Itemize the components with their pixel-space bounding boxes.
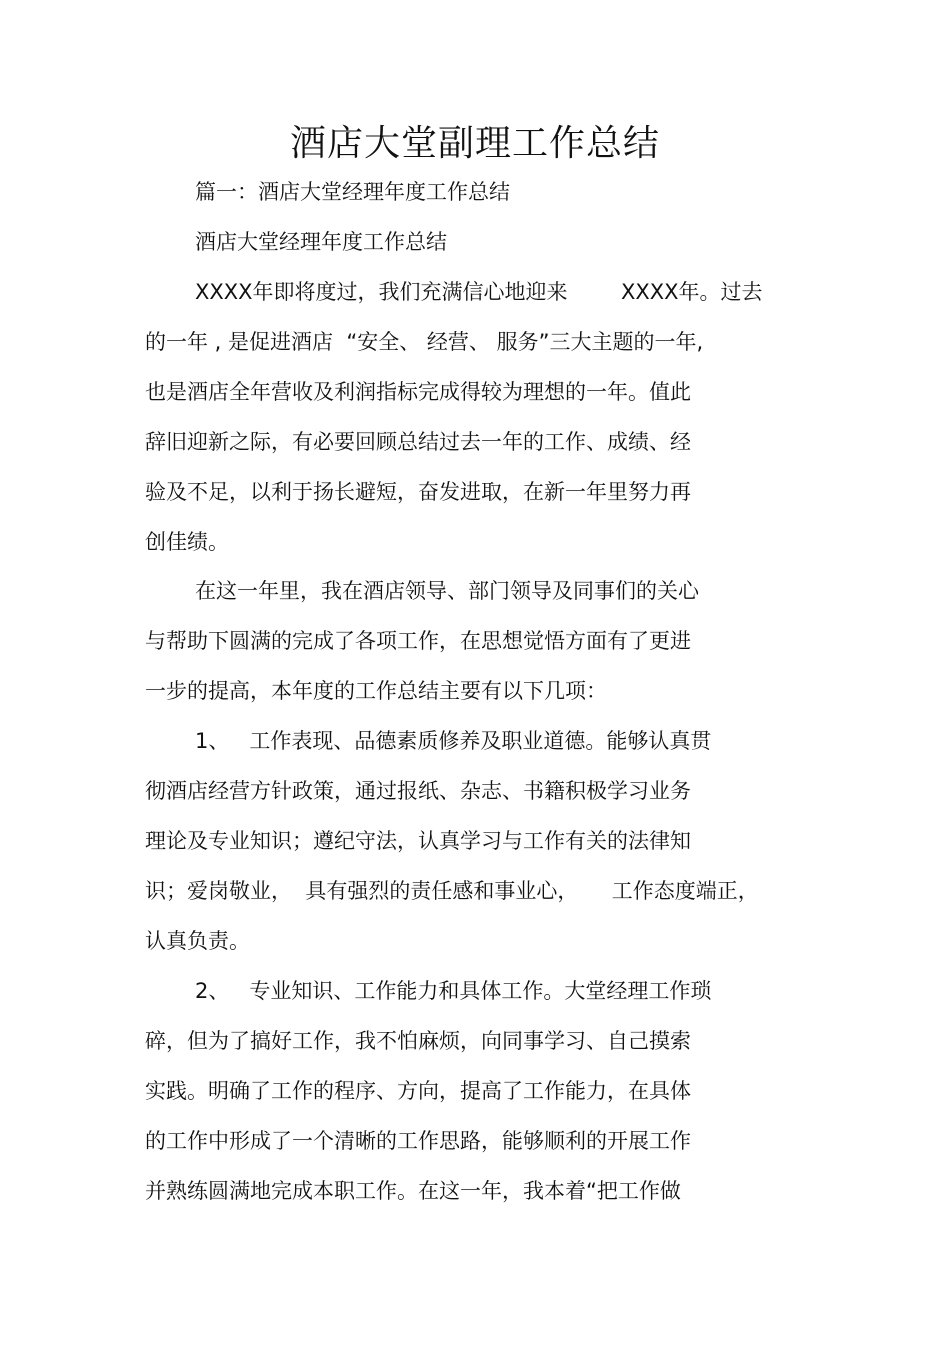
paragraph-line: 识；爱岗敬业， 具有强烈的责任感和事业心， 工作态度端正， [145,879,759,903]
paragraph-line: 认真负责。 [145,929,250,953]
subtitle-line: 酒店大堂经理年度工作总结 [195,230,447,254]
paragraph-line: 彻酒店经营方针政策，通过报纸、杂志、书籍积极学习业务 [145,779,691,803]
paragraph-line: 一步的提高，本年度的工作总结主要有以下几项： [145,679,607,703]
paragraph-line: 1、 工作表现、品德素质修养及职业道德。能够认真贯 [195,729,712,753]
paragraph-line: 验及不足，以利于扬长避短，奋发进取，在新一年里努力再 [145,480,691,504]
paragraph-line: 2、 专业知识、工作能力和具体工作。大堂经理工作琐 [195,979,712,1003]
paragraph-line: 碎，但为了搞好工作，我不怕麻烦，向同事学习、自己摸索 [145,1029,691,1053]
section-heading: 篇一：酒店大堂经理年度工作总结 [195,180,510,204]
paragraph-line: 在这一年里，我在酒店领导、部门领导及同事们的关心 [195,579,699,603]
paragraph-line: XXXX年即将度过，我们充满信心地迎来 XXXX年。过去 [195,280,763,304]
paragraph-line: 理论及专业知识；遵纪守法，认真学习与工作有关的法律知 [145,829,691,853]
paragraph-line: 也是酒店全年营收及利润指标完成得较为理想的一年。值此 [145,380,691,404]
paragraph-line: 创佳绩。 [145,530,229,554]
paragraph-line: 的一年 , 是促进酒店 “安全、 经营、 服务”三大主题的一年, [145,330,704,354]
paragraph-line: 辞旧迎新之际，有必要回顾总结过去一年的工作、成绩、经 [145,430,691,454]
paragraph-line: 并熟练圆满地完成本职工作。在这一年，我本着“把工作做 [145,1179,681,1203]
paragraph-line: 实践。明确了工作的程序、方向，提高了工作能力，在具体 [145,1079,691,1103]
paragraph-line: 的工作中形成了一个清晰的工作思路，能够顺利的开展工作 [145,1129,691,1153]
paragraph-line: 与帮助下圆满的完成了各项工作，在思想觉悟方面有了更进 [145,629,691,653]
document-title: 酒店大堂副理工作总结 [289,123,660,164]
